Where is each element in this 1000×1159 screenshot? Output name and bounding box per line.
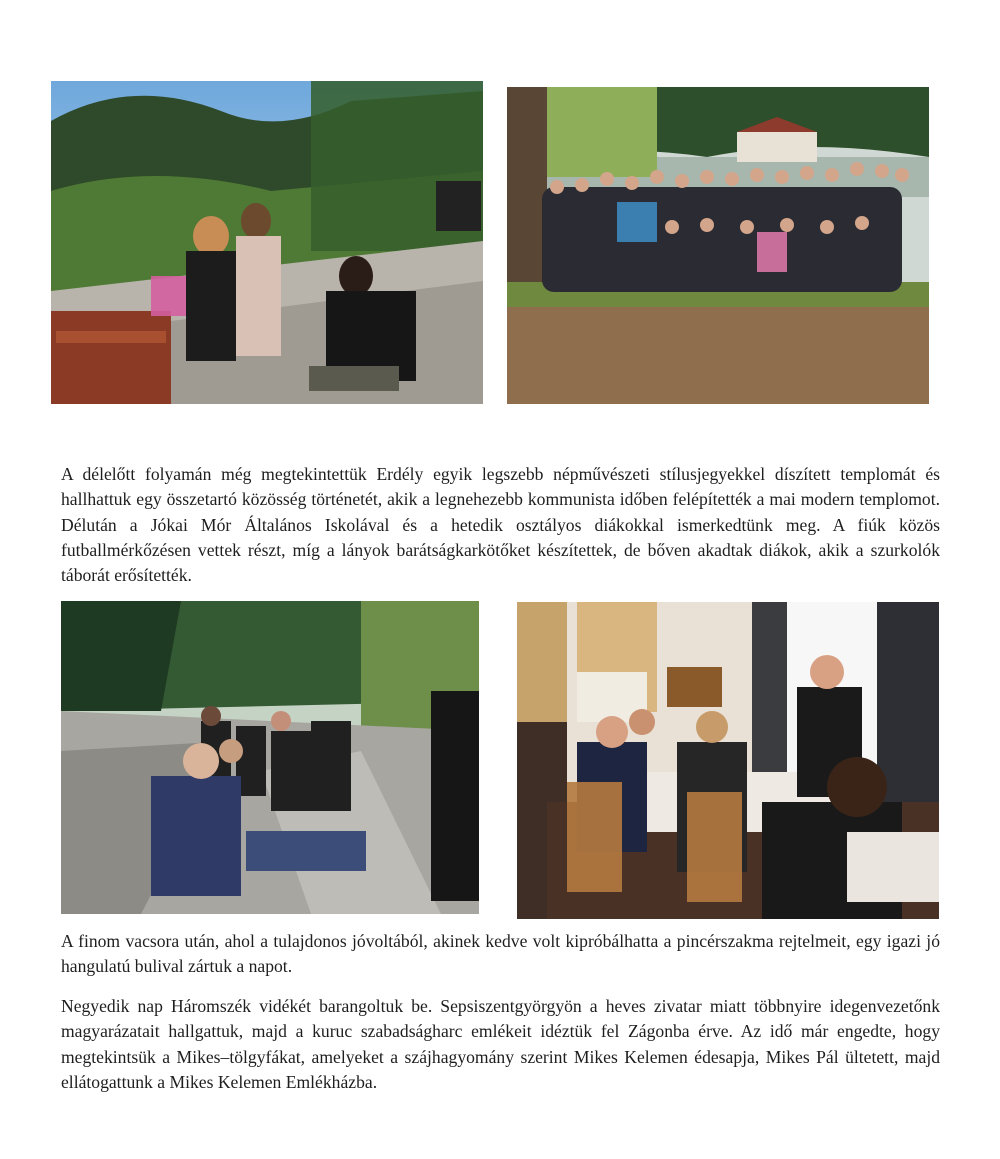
photo-dinner-restaurant (517, 602, 939, 919)
photo-group-by-lake-icon (507, 87, 929, 404)
photo-girls-terrace (51, 81, 483, 404)
paragraph-church-visit: A délelőtt folyamán még megtekintettük Erdély egyik legszebb népművészeti stílusjegyekkel díszített templomát és hallhattuk egy összetartó közösség történetét, akik a legnehezebb kommunista időben felépítették a mai modern templomot. Délután a Jókai Mór Általános Iskolával és a hetedik osztályos diákokkal ismerkedtünk meg. A fiúk közös futballmérkőzésen vettek részt, míg a lányok barátságkarkötőket készítettek, de bőven akadtak diákok, akik a szurkolók táborát erősítették. (61, 464, 940, 586)
paragraph-dinner-party: A finom vacsora után, ahol a tulajdonos jóvoltából, akinek kedve volt kipróbálhatta a pincérszakma rejtelmeit, egy igazi jó hangulatú bulival zártuk a napot. (61, 931, 940, 977)
paragraph-day-four: Negyedik nap Háromszék vidékét barangoltuk be. Sepsiszentgyörgyön a heves zivatar miatt többnyire idegenvezetőnk magyarázatait hallgattuk, majd a kuruc szabadságharc emlékeit idéztük fel Zágonba érve. Az idő már engedte, hogy megtekintsük a Mikes–tölgyfákat, amelyeket a szájhagyomány szerint Mikes Kelemen édesapja, Mikes Pál ültetett, majd ellátogattunk a Mikes Kelemen Emlékházba. (61, 996, 940, 1092)
photo-dinner-table-icon (517, 602, 939, 919)
photo-lakeside-group (507, 87, 929, 404)
photo-steps-group (61, 601, 479, 914)
photo-girls-on-terrace-icon (51, 81, 483, 404)
photo-group-on-steps-icon (61, 601, 479, 914)
